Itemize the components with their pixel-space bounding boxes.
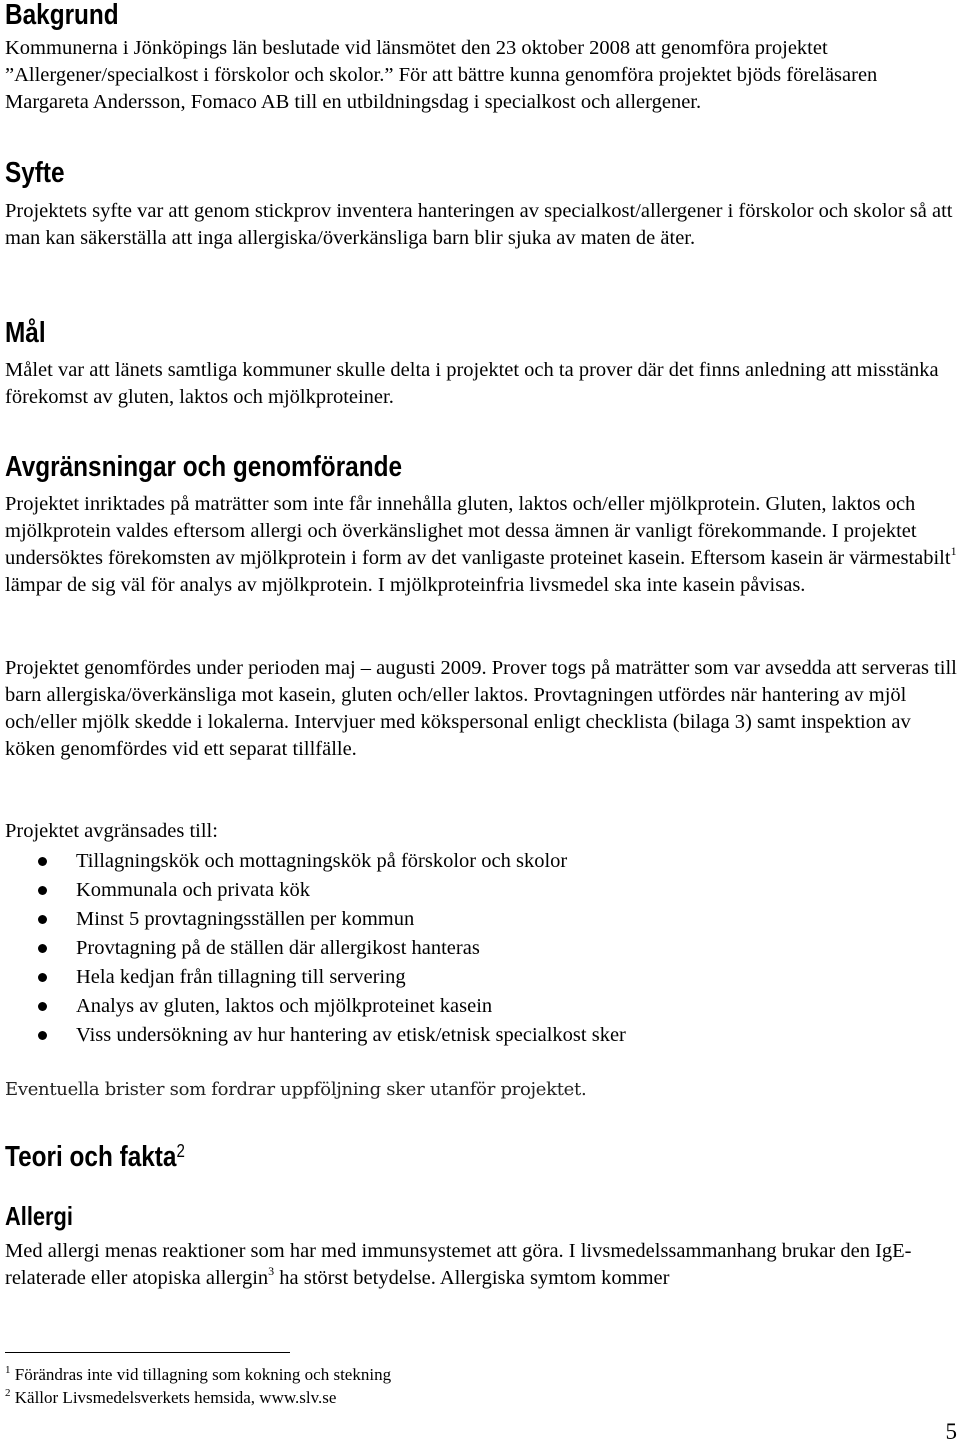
- paragraph-allergi-part-b: ha störst betydelse. Allergiska symtom kommer: [274, 1267, 670, 1289]
- list-item: [5, 934, 626, 963]
- bullet-icon: [38, 1002, 47, 1011]
- heading-avgransningar: Avgränsningar och genomförande: [5, 451, 403, 483]
- paragraph-allergi-part-a: Med allergi menas reaktioner som har med immunsystemet att göra. I livsmedelssammanhang brukar den IgE-relaterade eller atopiska allergin: [5, 1240, 912, 1289]
- bullet-icon: [38, 915, 47, 924]
- list-item-text: Analys av gluten, laktos och mjölkproteinet kasein: [76, 995, 493, 1017]
- list-item-text: Hela kedjan från tillagning till servering: [76, 966, 406, 988]
- list-item-text: Minst 5 provtagningsställen per kommun: [76, 908, 415, 930]
- heading-teori: [5, 1142, 185, 1175]
- footnote-2-text: Källor Livsmedelsverkets hemsida, www.slv.se: [10, 1388, 337, 1407]
- list-intro: Projektet avgränsades till:: [5, 820, 218, 842]
- list-item: [5, 1021, 626, 1050]
- bullet-icon: [38, 886, 47, 895]
- list-item: [5, 963, 626, 992]
- bullet-icon: [38, 973, 47, 982]
- footnote-divider: [5, 1352, 290, 1353]
- footnote-2-number: 2: [5, 1387, 11, 1399]
- bullet-icon: [38, 944, 47, 953]
- footnote-ref-1: 1: [950, 544, 957, 558]
- list-item-text: Kommunala och privata kök: [76, 879, 310, 901]
- paragraph-avgransningar-1-part-a: Projektet inriktades på maträtter som inte får innehålla gluten, laktos och/eller mjölkprotein. Gluten, laktos och mjölkprotein valdes eftersom allergi och överkänslighet mot dessa ämnen är vanligt förekommande. I projektet undersöktes förekomsten av mjölkprotein i form av det vanligaste proteinet kasein. Eftersom kasein är värmestabilt: [5, 493, 951, 569]
- footnote-1: [5, 1364, 391, 1386]
- heading-allergi: Allergi: [5, 1201, 73, 1231]
- heading-syfte: Syfte: [5, 157, 65, 189]
- footnote-ref-2: 2: [176, 1141, 185, 1161]
- list-item: [5, 847, 626, 876]
- bullet-icon: [38, 857, 47, 866]
- heading-teori-text: Teori och fakta: [5, 1141, 177, 1173]
- paragraph-avgransningar-1: [5, 491, 960, 599]
- heading-bakgrund: Bakgrund: [5, 0, 119, 31]
- footnote-2: [5, 1387, 336, 1409]
- paragraph-mal: Målet var att länets samtliga kommuner skulle delta i projektet och ta prover där det finns anledning att misstänka förekomst av gluten, laktos och mjölkproteiner.: [5, 359, 939, 408]
- footnote-1-text: Förändras inte vid tillagning som kokning och stekning: [10, 1365, 392, 1384]
- bullet-icon: [38, 1031, 47, 1040]
- paragraph-bakgrund: Kommunerna i Jönköpings län beslutade vid länsmötet den 23 oktober 2008 att genomföra projektet ”Allergener/specialkost i förskolor och skolor.” För att bättre kunna genomföra projektet bjöds föreläsaren Margareta Andersson, Fomaco AB till en utbildningsdag i specialkost och allergener.: [5, 37, 878, 113]
- paragraph-avgransningar-1-part-b: lämpar de sig väl för analys av mjölkprotein. I mjölkproteinfria livsmedel ska inte kasein påvisas.: [5, 574, 806, 596]
- note-followup: Eventuella brister som fordrar uppföljning sker utanför projektet.: [5, 1079, 587, 1100]
- list-item: [5, 905, 626, 934]
- scope-list: [5, 847, 626, 1050]
- heading-mal: Mål: [5, 317, 46, 349]
- list-item-text: Provtagning på de ställen där allergikost hanteras: [76, 937, 480, 959]
- footnote-1-number: 1: [5, 1364, 11, 1376]
- list-item: [5, 992, 626, 1021]
- list-item: [5, 876, 626, 905]
- paragraph-syfte: Projektets syfte var att genom stickprov inventera hanteringen av specialkost/allergener i förskolor och skolor så att man kan säkerställa att inga allergiska/överkänsliga barn blir sjuka av maten de äter.: [5, 200, 953, 249]
- list-item-text: Viss undersökning av hur hantering av etisk/etnisk specialkost sker: [76, 1024, 626, 1046]
- paragraph-allergi: [5, 1238, 960, 1292]
- list-item-text: Tillagningskök och mottagningskök på förskolor och skolor: [76, 850, 568, 872]
- page-number: 5: [945, 1419, 957, 1444]
- paragraph-avgransningar-2: Projektet genomfördes under perioden maj – augusti 2009. Prover togs på maträtter som var avsedda att serveras till barn allergiska/överkänsliga mot kasein, gluten och/eller laktos. Provtagningen utfördes när hantering av mjöl och/eller mjölk skedde i lokalerna. Intervjuer med kökspersonal enligt checklista (bilaga 3) samt inspektion av köken genomfördes vid ett separat tillfälle.: [5, 657, 957, 760]
- footnote-ref-3: 3: [268, 1264, 275, 1278]
